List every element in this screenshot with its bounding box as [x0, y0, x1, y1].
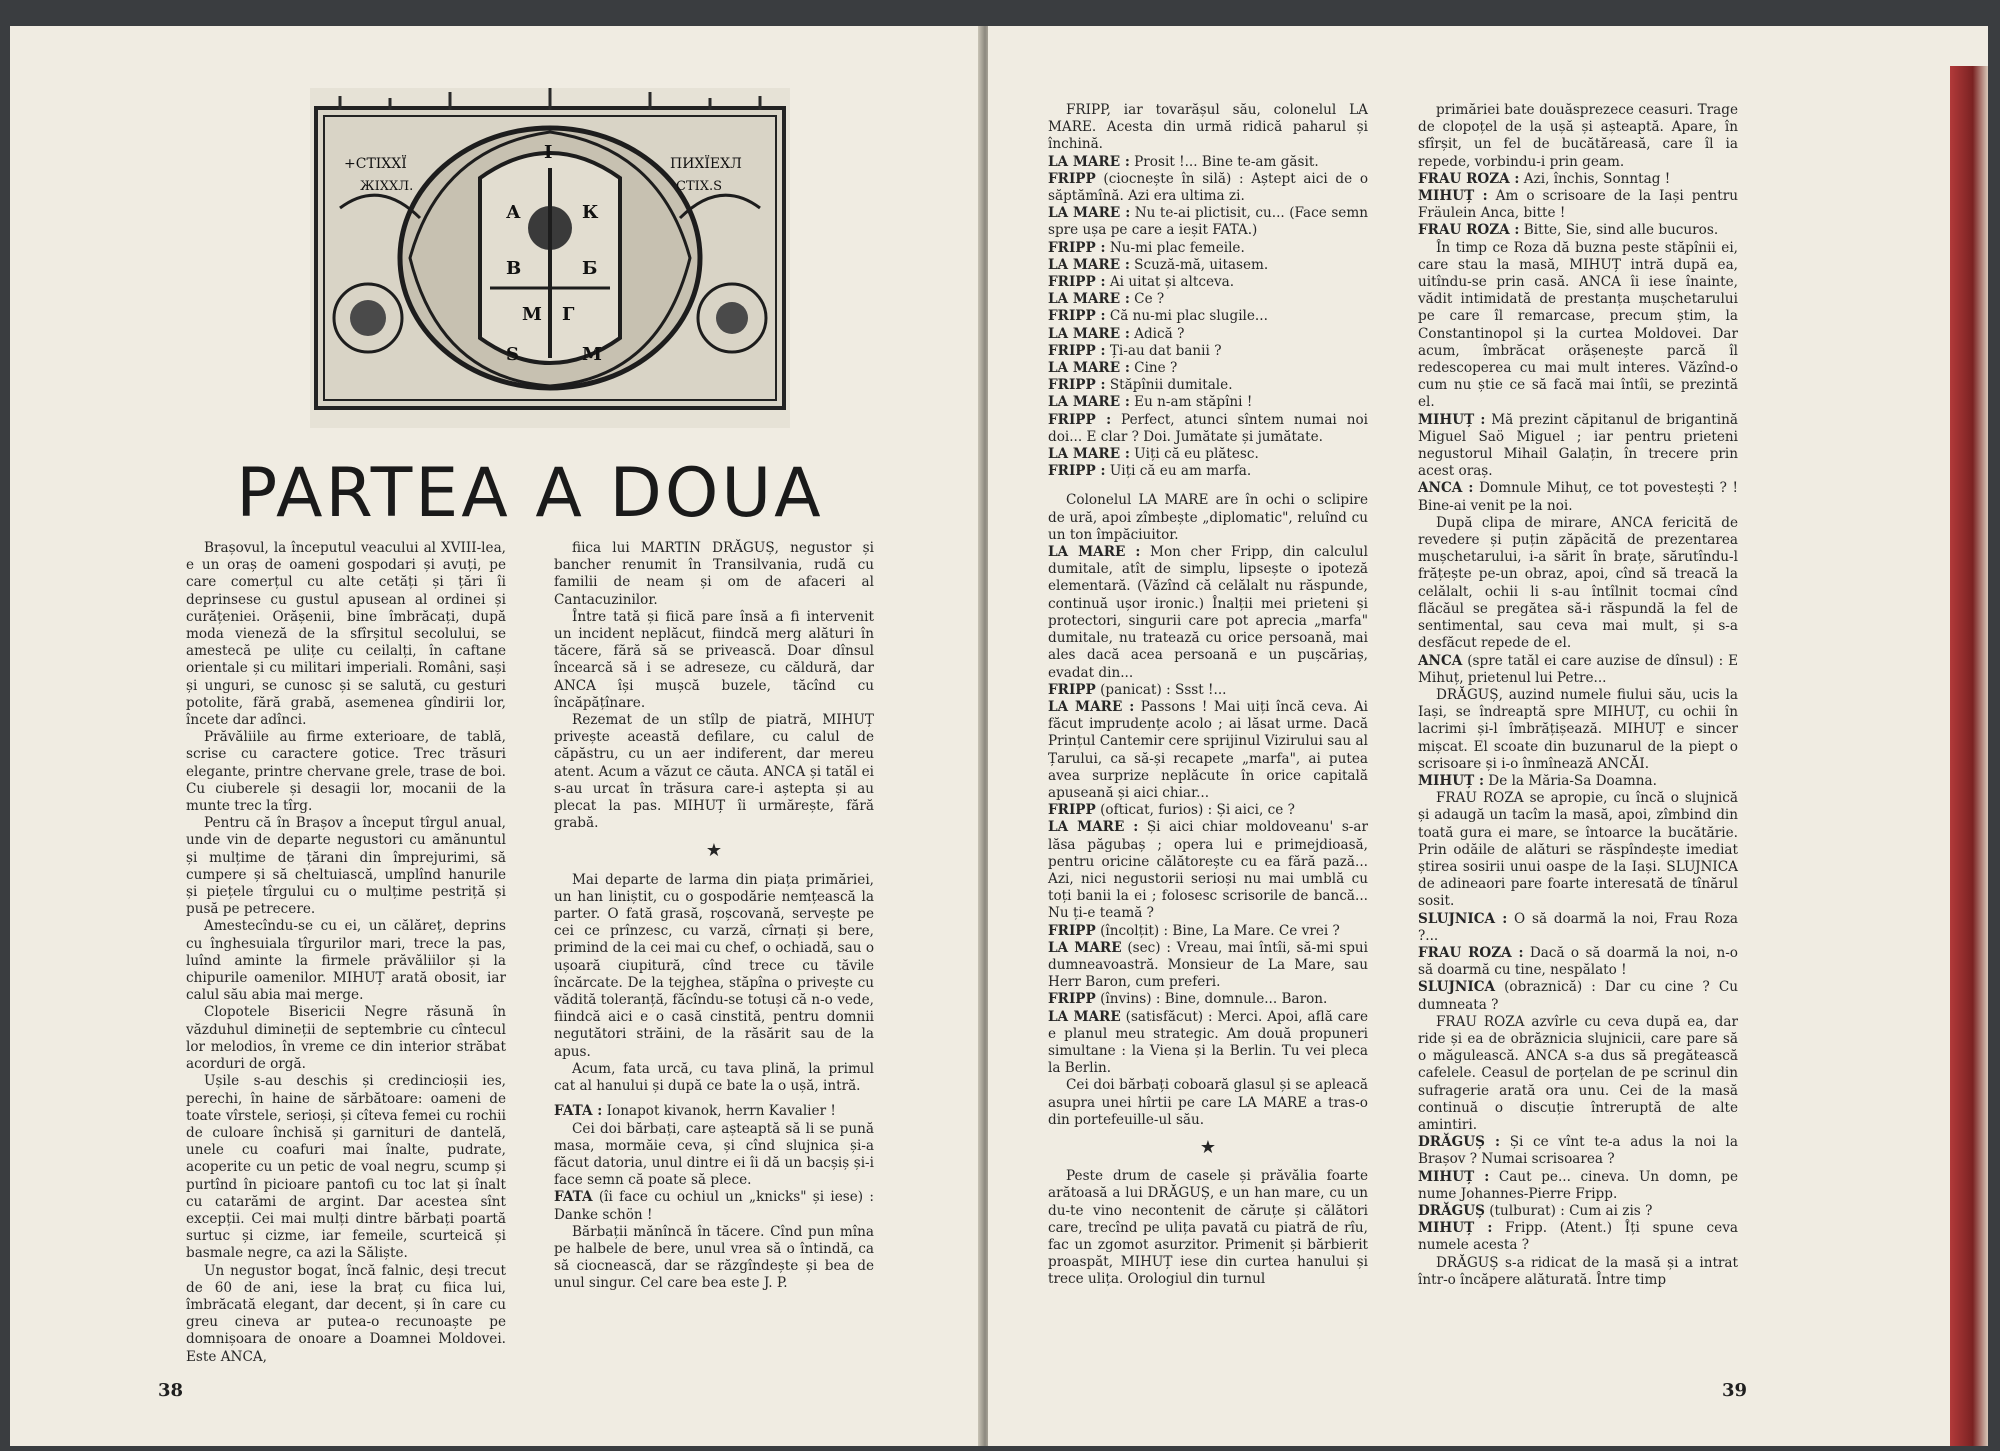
paragraph-text: Ai uitat și altceva.: [1105, 274, 1235, 291]
paragraph: Peste drum de casele și prăvălia foarte arătoasă a lui DRĂGUȘ, e un han mare, cu un du-te vino necontenit de căruțe și călători care, trecînd pe ulița pavată cu piatră de rîu, fac un zgomot asurzitor. Primenit și bărbierit proaspăt, MIHUȚ iese din curtea hanului și trece ulița. Orologiul din turnul: [1048, 1168, 1368, 1288]
paragraph: [1048, 360, 1368, 377]
paragraph: [1048, 394, 1368, 411]
paragraph: [1418, 687, 1738, 773]
speaker-name: FRIPP :: [1048, 342, 1106, 359]
paragraph-text: O să doarmă la noi, Frau Roza ?...: [1418, 910, 1738, 944]
woodcut-letter: К: [582, 202, 599, 223]
speaker-name: MIHUȚ :: [1418, 772, 1484, 789]
woodcut-letter: М: [522, 304, 542, 325]
paragraph-text: Perfect, atunci sîntem numai noi doi... E clar ? Doi. Jumătate și jumătate.: [1048, 411, 1368, 445]
speaker-name: LA MARE :: [1048, 256, 1130, 273]
paragraph: [1418, 790, 1738, 910]
woodcut-letter: М: [582, 344, 602, 365]
paragraph-text: Cei doi bărbați, care așteaptă să li se pună masa, mormăie ceva, și cînd slujnica și-a făcut datoria, unul dintre ei îi dă un bacșiș și-i face semn că poate să plece.: [554, 1120, 874, 1189]
woodcut-letter: Б: [582, 258, 598, 279]
paragraph-text: Uiți că eu am marfa.: [1105, 463, 1252, 480]
speaker-name: LA MARE :: [1048, 360, 1130, 377]
paragraph-text: Cei doi bărbați coboară glasul și se apleacă asupra unei hîrtii pe care LA MARE a tras-o din portefeuille-ul său.: [1048, 1077, 1368, 1128]
speaker-name: FRIPP: [1048, 681, 1096, 698]
speaker-name: FRAU ROZA :: [1418, 170, 1520, 187]
paragraph: [554, 1103, 874, 1120]
paragraph: [1048, 308, 1368, 325]
paragraph-text: (încolțit) : Bine, La Mare. Ce vrei ?: [1095, 922, 1340, 939]
speaker-name: LA MARE :: [1048, 153, 1130, 170]
paragraph: Între tată și fiică pare însă a fi intervenit un incident neplăcut, fiindcă merg alături în tăcere, fără să se privească. Doar dînsul încearcă să i se adreseze, cu căldură, dar ANCA își mușcă buzele, tăcînd cu încăpățînare.: [554, 608, 874, 711]
woodcut-text-top-left: +CTIXXЇ: [344, 156, 407, 172]
speaker-name: LA MARE :: [1048, 291, 1130, 308]
paragraph: [1418, 1203, 1738, 1220]
paragraph: [1418, 102, 1738, 171]
paragraph: Un negustor bogat, încă falnic, deși trecut de 60 de ani, iese la braț cu fiica lui, îmbrăcată elegant, dar decent, și în care cu greu cineva ar putea-o recunoaște pe domnișoara de onoare a Doamnei Moldovei. Este ANCA,: [186, 1262, 506, 1365]
speaker-name: ANCA :: [1418, 480, 1474, 497]
paragraph-text: DRĂGUȘ, auzind numele fiului său, ucis la Iași, se îndreaptă spre MIHUȚ, cu ochii în lacrimi și-l îmbrățișează. MIHUȚ e sincer mișcat. El scoate din buzunarul de la piept o scrisoare și i-o înmînează ANCĂI.: [1418, 686, 1738, 772]
speaker-name: FRIPP: [1048, 802, 1096, 819]
paragraph-text: Caut pe... cineva. Un domn, pe nume Johannes-Pierre Fripp.: [1418, 1168, 1738, 1202]
paragraph-text: De la Măria-Sa Doamna.: [1483, 772, 1657, 789]
paragraph: [1418, 945, 1738, 979]
chapter-title: PARTEA A DOUA: [236, 454, 824, 533]
speaker-name: FRIPP :: [1048, 463, 1106, 480]
woodcut-text-top-right: ПИХЇЕХЛ: [670, 156, 742, 172]
left-column-2-part-a: [554, 540, 874, 832]
paragraph-text: FRAU ROZA azvîrle cu ceva după ea, dar ride și ea de obrăznicia slujnicii, care pare să o măgulească. ANCA s-a dus să pregătească cafelele. Ceasul de porțelan de pe scrinul din sufragerie arată ora unu. Cei de la masă continuă o discuție întreruptă de alte amintiri.: [1418, 1013, 1738, 1133]
paragraph-text: (spre tatăl ei care auzise de dînsul) : E Mihuț, prietenul lui Petre...: [1418, 652, 1738, 686]
paragraph-text: primăriei bate douăsprezece ceasuri. Trage de clopoțel de la ușă și așteaptă. Apare, în sfîrșit, un fel de bucătăreasă, care îl ia repede, vorbindu-i prin geam.: [1418, 102, 1738, 170]
right-column-1-part-c: [1048, 1168, 1368, 1288]
paragraph: [1048, 940, 1368, 992]
paragraph: [1048, 1077, 1368, 1129]
paragraph-text: (ciocnește în silă) : Aștept aici de o săptămînă. Azi era ultima zi.: [1048, 170, 1368, 205]
paragraph-text: Bărbații mănîncă în tăcere. Cînd pun mîna pe halbele de bere, unul vrea să o întindă, ca să ciocnească, dar se răzgîndește și bea de unul singur. Cel care bea este J. P.: [554, 1223, 874, 1292]
paragraph: [1048, 257, 1368, 274]
paragraph: [554, 1224, 874, 1293]
speaker-name: FRIPP :: [1048, 308, 1106, 325]
speaker-name: LA MARE :: [1048, 394, 1130, 411]
speaker-name: FRIPP :: [1048, 274, 1106, 291]
paragraph-text: (sec) : Vreau, mai întîi, să-mi spui dumneavoastră. Monsieur de La Mare, sau Herr Baron, cum preferi.: [1048, 939, 1368, 991]
speaker-name: FRIPP :: [1048, 239, 1106, 256]
paragraph: [1048, 802, 1368, 819]
paragraph-text: FRIPP, iar tovarășul său, colonelul LA MARE. Acesta din urmă ridică paharul și închină.: [1048, 102, 1368, 153]
speaker-name: MIHUȚ :: [1418, 1220, 1493, 1237]
paragraph-text: Și ce vînt te-a adus la noi la Brașov ? Numai scrisoarea ?: [1418, 1134, 1738, 1168]
paragraph: [1048, 544, 1368, 682]
paragraph: Clopotele Bisericii Negre răsună în văzduhul dimineții de septembrie cu cîntecul lor melodios, în vreme ce din interior străbat acorduri de orgă.: [186, 1004, 506, 1073]
paragraph: [1418, 979, 1738, 1013]
woodcut-letter: А: [506, 202, 521, 223]
paragraph: [1048, 240, 1368, 257]
paragraph: Acum, fata urcă, cu tava plină, la primul cat al hanului și după ce bate la o ușă, intră.: [554, 1060, 874, 1095]
paragraph: [1048, 291, 1368, 308]
speaker-name: MIHUȚ :: [1418, 411, 1486, 428]
paragraph: [1418, 1169, 1738, 1203]
speaker-name: LA MARE :: [1048, 446, 1130, 463]
paragraph-text: Uiți că eu plătesc.: [1129, 446, 1259, 463]
paragraph: Brașovul, la începutul veacului al XVIII-lea, e un oraș de oameni gospodari și avuți, pe care comerțul cu alte cetăți și țări îi deprinsese cu gustul apusean al ordinei și curățeniei. Orășenii, bine îmbrăcați, după moda vieneză de la sfîrșitul secolului, se amestecă pe ulițe cu ceilalți, în caftane orientale și cu militari imperiali. Români, sași și unguri, se cunosc și se salută, cu gesturi potolite, fără grabă, asemenea gîndirii lor, încete dar adînci.: [186, 540, 506, 729]
paragraph: [1418, 188, 1738, 222]
book-spread: [10, 26, 1995, 1451]
speaker-name: LA MARE :: [1048, 544, 1141, 561]
paragraph-text: Domnule Mihuț, ce tot povestești ? ! Bine-ai venit pe la noi.: [1418, 480, 1738, 514]
speaker-name: LA MARE: [1048, 939, 1122, 956]
left-column-2: [554, 540, 874, 1293]
paragraph-text: Prosit !... Bine te-am găsit.: [1129, 153, 1319, 170]
paragraph-text: Passons ! Mai uiți încă ceva. Ai făcut imprudențe acolo ; ai lăsat urme. Dacă Prințul Cantemir cere sprijinul Vizirului sau al Țarului, ca să-și recapete „marfa", ai putea avea surprize neplăcute în orice capitală apuseană și aici chiar...: [1048, 698, 1368, 801]
woodcut-text-top-right-2: СТІХ.Ѕ: [676, 179, 723, 194]
paragraph: [554, 1189, 874, 1223]
paragraph: [1418, 515, 1738, 653]
woodcut-letter: Г: [562, 304, 575, 325]
right-column-1-part-a: [1048, 102, 1368, 480]
woodcut-letter: І: [544, 142, 553, 163]
paragraph-text: Am o scrisoare de la Iași pentru Fräulein Anca, bitte !: [1418, 188, 1738, 222]
paragraph: [1418, 240, 1738, 412]
woodcut-letter: В: [506, 258, 522, 279]
left-page: [10, 26, 980, 1446]
paragraph-text: Cine ?: [1129, 360, 1178, 377]
paragraph-text: (panicat) : Ssst !...: [1095, 681, 1227, 698]
speaker-name: LA MARE :: [1048, 205, 1131, 222]
woodcut-illustration: [310, 88, 790, 428]
paragraph: [1418, 911, 1738, 945]
paragraph-text: După clipa de mirare, ANCA fericită de revedere și puțin zăpăcită de prezentarea mușchetarului, i-a sărit în brațe, sărutîndu-l frățește pe-un obraz, apoi, cînd să treacă la celălalt, ochii li s-au întîlnit tocmai cînd flăcăul se pregătea să-i răspundă la fel de sentimental, sau ceva mai mult, și s-a desfăcut repede de el.: [1418, 514, 1738, 652]
left-column-2-part-c: [554, 1103, 874, 1292]
paragraph: [1418, 1134, 1738, 1168]
paragraph: [1048, 205, 1368, 239]
paragraph-text: Colonelul LA MARE are în ochi o sclipire de ură, apoi zîmbește „diplomatic", reluînd cu un ton împăciuitor.: [1048, 492, 1368, 543]
speaker-name: FRAU ROZA :: [1418, 944, 1524, 961]
paragraph-text: (învins) : Bine, domnule... Baron.: [1095, 991, 1328, 1008]
paragraph: [1048, 1009, 1368, 1078]
speaker-name: FATA :: [554, 1103, 603, 1120]
paragraph: [1418, 171, 1738, 188]
paragraph: [1048, 412, 1368, 446]
paragraph-text: Eu n-am stăpîni !: [1129, 394, 1253, 411]
paragraph: fiica lui MARTIN DRĂGUȘ, negustor și bancher renumit în Transilvania, rudă cu familii de neam și om de afaceri al Cantacuzinilor.: [554, 540, 874, 608]
woodcut-letter: Ѕ: [506, 344, 519, 365]
speaker-name: LA MARE: [1048, 1008, 1121, 1025]
right-column-2: [1418, 102, 1738, 1289]
section-star-2: ★: [1199, 1136, 1217, 1158]
paragraph: Mai departe de larma din piața primăriei, un han liniștit, cu o gospodărie nemțească la parter. O fată grasă, roșcovană, servește pe cei ce prînzesc, cu varză, cîrnați și bere, primind de la cei mai cu chef, o ochiadă, sau o ușoară ciupitură, cînd trece cu tăvile încărcate. De la tejghea, stăpîna o privește cu vădită toleranță, făcîndu-se totuși că n-o vede, fiindcă aici e o casă cinstită, pentru domnii negutători străini, de la răsărit sau de la apus.: [554, 871, 874, 1060]
paragraph: [1418, 653, 1738, 687]
left-column-1: [186, 540, 506, 1366]
paragraph-text: În timp ce Roza dă buzna peste stăpînii ei, care stau la masă, MIHUȚ intră după ea, uitîndu-se prin casă. ANCA îi iese înainte, vădit intimidată de prestanța mușchetarului pe care îl remarcase, precum știm, la Constantinopol și la curtea Moldovei. Dar acum, îmbrăcat orășenește parcă îl redescoperea cu mai mult interes. Văzînd-o cum nu știe ce să facă mai întîi, se prezintă el.: [1418, 239, 1738, 411]
speaker-name: MIHUȚ :: [1418, 1168, 1490, 1185]
right-page: [988, 26, 1988, 1446]
paragraph: [1048, 463, 1368, 480]
speaker-name: FRIPP: [1048, 991, 1096, 1008]
paragraph: [1418, 1014, 1738, 1134]
paragraph-text: FRAU ROZA se apropie, cu încă o slujnică și adaugă un tacîm la masă, apoi, zîmbind din toată gura ei mare, se întoarce la bucătărie. Prin odăile de alături se răspîndește imediat știrea sosirii unui oaspe de la Iași. SLUJNICA de adineaori pare foarte interesată de tînărul sosit.: [1418, 790, 1738, 910]
paragraph-text: Mon cher Fripp, din calculul dumitale, atît de simplu, lipsește o ipoteză elementară. (Văzînd că celălalt nu răspunde, continuă ușor ironic.) Înalții mei prieteni și protectori, singurii care pot aprecia „marfa" dumitale, nu tratează cu orice persoană, mai ales dacă acea persoană e un pușcăriaș, evadat din...: [1048, 544, 1368, 681]
speaker-name: FATA: [554, 1189, 593, 1206]
paragraph-text: Mă prezint căpitanul de brigantină Miguel Saö Miguel ; iar pentru prieteni negustorul Mihail Galațin, în trecere prin acest oraș.: [1418, 411, 1738, 480]
speaker-name: MIHUȚ :: [1418, 188, 1488, 205]
paragraph-text: (obraznică) : Dar cu cine ? Cu dumneata ?: [1418, 979, 1738, 1013]
paragraph-text: Ionapot kivanok, herrn Kavalier !: [602, 1103, 836, 1120]
paragraph: Rezemat de un stîlp de piatră, MIHUȚ privește această defilare, cu calul de căpăstru, cu un aer indiferent, dar mereu atent. Acum a văzut ce căuta. ANCA și tatăl ei s-au urcat în trăsura care-i aștepta și au plecat la pas. MIHUȚ îi urmărește, fără grabă.: [554, 712, 874, 832]
left-column-2-part-b: [554, 872, 874, 1096]
speaker-name: LA MARE :: [1048, 819, 1139, 836]
speaker-name: DRĂGUȘ: [1418, 1203, 1485, 1219]
paragraph: [1048, 154, 1368, 171]
paragraph-text: Nu te-ai plictisit, cu... (Face semn spre ușa pe care a ieșit FATA.): [1048, 205, 1369, 239]
paragraph-text: Că nu-mi plac slugile...: [1105, 308, 1268, 325]
paragraph: [1418, 222, 1738, 239]
paragraph: [1048, 343, 1368, 360]
speaker-name: FRIPP: [1048, 922, 1096, 939]
page-number-right: 39: [1722, 1380, 1748, 1401]
paragraph: [1048, 819, 1368, 922]
paragraph: [554, 1121, 874, 1190]
paragraph: [1048, 923, 1368, 940]
speaker-name: ANCA: [1418, 652, 1463, 669]
paragraph-text: (tulburat) : Cum ai zis ?: [1484, 1203, 1653, 1219]
paragraph: [1048, 446, 1368, 463]
paragraph: [1418, 1255, 1738, 1289]
paragraph: Pentru că în Brașov a început tîrgul anual, unde vin de departe negustori cu amănuntul și mulțime de țărani din împrejurimi, să cumpere și să cheltuiască, umplînd hanurile și piețele tîrgului cu o mulțime pestriță și pusă pe petrecere.: [186, 815, 506, 918]
speaker-name: FRIPP :: [1048, 377, 1106, 394]
paragraph-text: Ce ?: [1129, 291, 1165, 308]
paragraph: [1048, 682, 1368, 699]
speaker-name: FRAU ROZA :: [1418, 222, 1520, 239]
paragraph-text: DRĂGUȘ s-a ridicat de la masă și a intrat într-o încăpere alăturată. Între timp: [1418, 1254, 1738, 1288]
paragraph-text: Și aici chiar moldoveanu' s-ar lăsa păgubaș ; opera lui e primejdioasă, pentru oricine călătorește cu ea fără pază... Azi, nici negustorii serioși nu mai umblă cu toți banii la ei ; folosesc scrisorile de bancă... Nu ți-e teamă ?: [1048, 819, 1368, 922]
speaker-name: LA MARE :: [1048, 325, 1130, 342]
section-star: ★: [705, 840, 723, 862]
woodcut-text-top-left-2: ЖIXXЛ.: [360, 179, 414, 194]
paragraph: [1048, 377, 1368, 394]
paragraph: [1418, 1220, 1738, 1254]
speaker-name: DRĂGUȘ :: [1418, 1134, 1501, 1151]
paragraph-text: Scuză-mă, uitasem.: [1129, 256, 1269, 273]
speaker-name: SLUJNICA: [1418, 979, 1496, 996]
page-edge-band: [1950, 66, 1988, 1446]
paragraph: [1048, 326, 1368, 343]
paragraph: [1048, 991, 1368, 1008]
paragraph: [1418, 480, 1738, 514]
woodcut-drawing: [310, 88, 790, 428]
paragraph: [1048, 699, 1368, 802]
paragraph: [1418, 412, 1738, 481]
paragraph: [1048, 274, 1368, 291]
paragraph-text: (îi face cu ochiul un „knicks" și iese) : Danke schön !: [554, 1189, 874, 1223]
speaker-name: LA MARE :: [1048, 698, 1135, 715]
paragraph-text: Dacă o să doarmă la noi, n-o să doarmă cu tine, nespălato !: [1418, 944, 1738, 979]
paragraph-text: Adică ?: [1129, 325, 1185, 342]
paragraph-text: Bitte, Sie, sind alle bucuros.: [1519, 222, 1719, 239]
paragraph-text: Azi, închis, Sonntag !: [1519, 170, 1671, 187]
page-number-left: 38: [158, 1380, 184, 1401]
speaker-name: FRIPP: [1048, 170, 1096, 187]
paragraph: [1048, 171, 1368, 205]
paragraph: Prăvăliile au firme exterioare, de tablă, scrise cu caractere gotice. Trec trăsuri elegante, printre chervane grele, trase de boi. Cu ciuberele și desagii lor, mocanii de la munte trec la tîrg.: [186, 729, 506, 815]
paragraph: Ușile s-au deschis și credincioșii ies, perechi, în haine de sărbătoare: oameni de toate vîrstele, serioși, și cîteva femei cu rochii de culoare închisă și garnituri de dantelă, unele cu coafuri mai înalte, pudrate, acoperite cu un petic de voal negru, scump și purtînd în picioare pantofi cu toc lat și înalt cu catarămi de argint. Dar acestea sînt excepții. Cei mai mulți dintre bărbați poartă surtuc și cizme, iar femeile, scurteică și basmale negre, ca azi la Săliște.: [186, 1073, 506, 1262]
paragraph: [1048, 492, 1368, 544]
paragraph-text: Fripp. (Atent.) Îți spune ceva numele acesta ?: [1418, 1220, 1738, 1254]
paragraph: [1418, 773, 1738, 790]
paragraph: [1048, 102, 1368, 154]
speaker-name: FRIPP :: [1048, 411, 1112, 428]
paragraph-text: Ți-au dat banii ?: [1105, 342, 1222, 359]
paragraph-text: Nu-mi plac femeile.: [1105, 239, 1245, 256]
right-column-1: [1048, 102, 1368, 1289]
paragraph: Amestecîndu-se cu ei, un călăreț, deprins cu înghesuiala tîrgurilor mari, trece la pas, luînd aminte la firmele prăvăliilor și la chipurile oamenilor. MIHUȚ arată obosit, iar calul său abia mai merge.: [186, 918, 506, 1004]
paragraph-text: (satisfăcut) : Merci. Apoi, află care e planul meu strategic. Am două propuneri simultane : la Viena și la Berlin. Tu vei pleca la Berlin.: [1048, 1008, 1369, 1077]
speaker-name: SLUJNICA :: [1418, 910, 1508, 927]
paragraph-text: Stăpînii dumitale.: [1105, 377, 1233, 394]
paragraph-text: (ofticat, furios) : Și aici, ce ?: [1095, 802, 1295, 819]
right-column-1-part-b: [1048, 492, 1368, 1129]
